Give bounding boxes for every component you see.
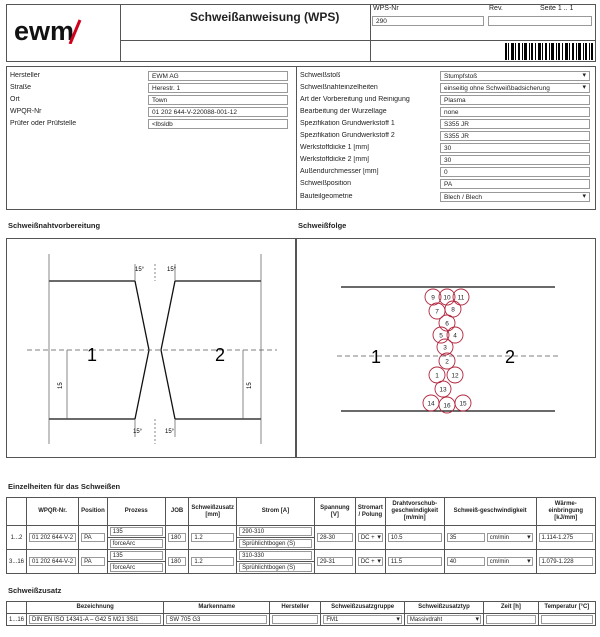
weld-position-label: Schweißposition (300, 180, 351, 187)
weld-bead-label: 1 (435, 372, 439, 380)
details-header-current: Strom [A] (237, 498, 315, 526)
row-weld-speed-field[interactable]: 35 (447, 533, 485, 542)
prep-drawing (7, 239, 295, 457)
row-polarity-select[interactable]: DC + ▾ (358, 557, 383, 566)
row-filler-field[interactable]: 1.2 (191, 557, 234, 566)
weld-position-field[interactable]: PA (440, 179, 590, 189)
consumable-header-time: Zeit [h] (484, 602, 539, 614)
details-header-wire-speed: Drahtvorschub-geschwindigkeit [m/min] (385, 498, 444, 526)
weld-bead-label: 11 (457, 294, 465, 302)
row-weld-speed (444, 526, 536, 550)
row-wire-speed (385, 550, 444, 574)
consumable-range: 1...16 (7, 614, 27, 626)
details-section-title: Einzelheiten für das Schweißen (8, 482, 121, 491)
row-voltage (314, 526, 355, 550)
row-position (79, 526, 108, 550)
manufacturer-label: Hersteller (10, 72, 40, 79)
row-wpqr (27, 526, 79, 550)
details-header-filler: Schweißzusatz [mm] (189, 498, 237, 526)
weld-bead-label: 10 (443, 294, 451, 302)
weld-bead-label: 14 (427, 400, 435, 408)
row-process-sub-field[interactable]: forceArc (110, 563, 163, 572)
consumable-section-title: Schweißzusatz (8, 586, 62, 595)
rev-field[interactable] (488, 16, 592, 26)
sequence-drawing-frame (296, 238, 596, 458)
city-label: Ort (10, 96, 20, 103)
thickness-2-label: Werkstoffdicke 2 [mm] (300, 156, 369, 163)
weld-bead-label: 9 (431, 294, 435, 302)
angle-top-right-label: 15° (167, 267, 177, 273)
thickness-1-label: Werkstoffdicke 1 [mm] (300, 144, 369, 151)
dim-right-label: 15 (247, 382, 253, 389)
details-header-row (7, 498, 596, 526)
consumable-brand (164, 614, 270, 626)
row-polarity-select[interactable]: DC + ▾ (358, 533, 383, 542)
consumable-header-range (7, 602, 27, 614)
weld-bead-label: 16 (443, 402, 451, 410)
angle-bottom-right-label: 15° (165, 429, 175, 435)
row-heat-field[interactable]: 1.114-1.275 (539, 533, 593, 542)
ewm-logo-icon (14, 18, 114, 44)
street-field[interactable]: Herestr. 1 (148, 83, 288, 93)
manufacturer-field[interactable]: EWM AG (148, 71, 288, 81)
details-header-wpqr: WPQR-Nr. (27, 498, 79, 526)
seq-plate-2-label: 2 (505, 347, 516, 367)
details-header-range (7, 498, 27, 526)
row-job-field[interactable]: 180 (168, 533, 187, 542)
row-current-sub (237, 562, 315, 574)
weld-bead-label: 3 (443, 344, 447, 352)
plate-2-label: 2 (215, 345, 226, 365)
consumable-group-select[interactable]: FM1 ▾ (323, 615, 401, 624)
outer-diameter-field[interactable]: 0 (440, 167, 590, 177)
row-polarity (355, 550, 385, 574)
consumable-time (484, 614, 539, 626)
row-wire-speed-field[interactable]: 10.5 (388, 533, 442, 542)
consumable-group (321, 614, 404, 626)
consumable-header-type: Schweißzusatztyp (404, 602, 483, 614)
row-voltage-field[interactable]: 28-30 (317, 533, 353, 542)
row-position-field[interactable]: PA (81, 533, 105, 542)
outer-diameter-label: Außendurchmesser [mm] (300, 168, 379, 175)
sequence-section-title: Schweißfolge (298, 221, 347, 230)
table-row (7, 614, 596, 626)
row-process-sub-field[interactable]: forceArc (110, 539, 163, 548)
consumable-temp-field[interactable] (541, 615, 593, 624)
row-wpqr-field[interactable]: 01 202 644-V-2 (29, 533, 76, 542)
row-current (237, 550, 315, 562)
weld-bead-label: 8 (451, 306, 455, 314)
rev-label: Rev. (489, 5, 503, 12)
info-divider (296, 66, 297, 210)
row-filler (189, 550, 237, 574)
base-material-1-field[interactable]: S355 JR (440, 119, 590, 129)
barcode-icon (505, 43, 593, 60)
sequence-drawing (297, 239, 595, 457)
row-wire-speed-field[interactable]: 11.5 (388, 557, 442, 566)
consumable-designation (27, 614, 164, 626)
row-job (165, 550, 189, 574)
weld-bead-label: 6 (445, 320, 449, 328)
row-voltage (314, 550, 355, 574)
row-current-sub-field[interactable]: Sprühlichtbogen (S) (239, 563, 312, 572)
consumable-table (6, 601, 596, 626)
weld-bead-label: 15 (459, 400, 467, 408)
page-label: Seite 1 .. 1 (540, 5, 574, 12)
consumable-header-row (7, 602, 596, 614)
geometry-select[interactable]: Blech / Blech ▾ (440, 192, 590, 202)
barcode (505, 43, 593, 60)
row-process-field[interactable]: 135 (110, 551, 163, 560)
street-label: Straße (10, 84, 32, 91)
prep-method-field[interactable]: Plasma (440, 95, 590, 105)
row-weld-speed-unit-select[interactable]: cm/min ▾ (487, 533, 533, 542)
consumable-manufacturer (270, 614, 321, 626)
row-process (107, 526, 165, 538)
row-current-sub-field[interactable]: Sprühlichtbogen (S) (239, 539, 312, 548)
prep-drawing-frame (6, 238, 296, 458)
row-heat-field[interactable]: 1.079-1.228 (539, 557, 593, 566)
table-row (7, 550, 596, 562)
row-current-field[interactable]: 290-310 (239, 527, 312, 536)
svg-text:ewm: ewm (14, 18, 75, 44)
wpqr-label: WPQR-Nr (10, 108, 42, 115)
prep-method-label: Art der Vorbereitung und Reinigung (300, 96, 410, 103)
row-position (79, 550, 108, 574)
row-range: 3...16 (7, 550, 27, 574)
row-heat (536, 550, 595, 574)
examiner-label: Prüfer oder Prüfstelle (10, 120, 77, 127)
base-material-2-field[interactable]: S355 JR (440, 131, 590, 141)
row-current-sub (237, 538, 315, 550)
row-weld-speed (444, 550, 536, 574)
weld-bead-label: 7 (435, 308, 439, 316)
header-row-divider (120, 40, 596, 41)
weld-bead-label: 13 (439, 386, 447, 394)
row-wpqr-field[interactable]: 01 202 644-V-2 (29, 557, 76, 566)
table-row (7, 526, 596, 538)
row-heat (536, 526, 595, 550)
row-process (107, 550, 165, 562)
wps-nr-field[interactable]: 290 (372, 16, 484, 26)
base-material-2-label: Spezifikation Grundwerkstoff 2 (300, 132, 395, 139)
details-header-polarity: Stromart / Polung (355, 498, 385, 526)
details-header-weld-speed: Schweiß-geschwindigkeit (444, 498, 536, 526)
angle-bottom-left-label: 15° (133, 429, 143, 435)
joint-type-select[interactable]: Stumpfstoß ▾ (440, 71, 590, 81)
row-position-field[interactable]: PA (81, 557, 105, 566)
header-mid-divider (370, 4, 371, 62)
row-process-sub (107, 538, 165, 550)
details-table (6, 497, 596, 574)
consumable-brand-field[interactable]: SW 705 G3 (166, 615, 267, 624)
details-header-job: JOB (165, 498, 189, 526)
row-weld-speed-unit-select[interactable]: cm/min ▾ (487, 557, 533, 566)
consumable-header-manufacturer: Hersteller (270, 602, 321, 614)
root-treatment-label: Bearbeitung der Wurzellage (300, 108, 387, 115)
consumable-designation-field[interactable]: DIN EN ISO 14341-A – G42 5 M21 3Si1 (29, 615, 161, 624)
city-field[interactable]: Town (148, 95, 288, 105)
consumable-header-brand: Markenname (164, 602, 270, 614)
details-header-position: Position (79, 498, 108, 526)
row-filler-field[interactable]: 1.2 (191, 533, 234, 542)
dim-left-label: 15 (58, 382, 64, 389)
consumable-type (404, 614, 483, 626)
row-voltage-field[interactable]: 29-31 (317, 557, 353, 566)
plate-1-label: 1 (87, 345, 98, 365)
consumable-header-group: Schweißzusatzgruppe (321, 602, 404, 614)
consumable-header-temp: Temperatur [°C] (538, 602, 595, 614)
details-header-process: Prozess (107, 498, 165, 526)
row-job (165, 526, 189, 550)
seam-details-select[interactable]: einseitig ohne Schweißbadsicherung ▾ (440, 83, 590, 93)
row-polarity (355, 526, 385, 550)
seq-plate-1-label: 1 (371, 347, 382, 367)
weld-bead-label: 5 (439, 332, 443, 340)
row-job-field[interactable]: 180 (168, 557, 187, 566)
details-header-voltage: Spannung [V] (314, 498, 355, 526)
consumable-type-select[interactable]: Massivdraht ▾ (407, 615, 481, 624)
row-wire-speed (385, 526, 444, 550)
angle-top-left-label: 15° (135, 267, 145, 273)
consumable-temp (538, 614, 595, 626)
company-logo (14, 18, 114, 44)
geometry-label: Bauteilgeometrie (300, 193, 353, 200)
row-weld-speed-field[interactable]: 40 (447, 557, 485, 566)
wps-nr-label: WPS-Nr (373, 5, 399, 12)
base-material-1-label: Spezifikation Grundwerkstoff 1 (300, 120, 395, 127)
seam-details-label: Schweißnahteinzelheiten (300, 84, 378, 91)
row-filler (189, 526, 237, 550)
row-range: 1...2 (7, 526, 27, 550)
joint-type-label: Schweißstoß (300, 72, 341, 79)
details-header-heat: Wärme-einbringung [kJ/mm] (536, 498, 595, 526)
consumable-manufacturer-field[interactable] (272, 615, 318, 624)
weld-bead-label: 4 (453, 332, 457, 340)
examiner-field[interactable]: <lbsldb (148, 119, 288, 129)
weld-bead-label: 12 (451, 372, 459, 380)
thickness-2-field[interactable]: 30 (440, 155, 590, 165)
consumable-time-field[interactable] (486, 615, 536, 624)
prep-section-title: Schweißnahtvorbereitung (8, 221, 101, 230)
thickness-1-field[interactable]: 30 (440, 143, 590, 153)
row-process-sub (107, 562, 165, 574)
wpqr-field[interactable]: 01 202 644-V-220088-001-12 (148, 107, 288, 117)
root-treatment-field[interactable]: none (440, 107, 590, 117)
row-process-field[interactable]: 135 (110, 527, 163, 536)
weld-bead-label: 2 (445, 358, 449, 366)
row-wpqr (27, 550, 79, 574)
consumable-header-designation: Bezeichnung (27, 602, 164, 614)
doc-title: Schweißanweisung (WPS) (190, 10, 340, 24)
row-current (237, 526, 315, 538)
header-logo-divider (120, 4, 121, 62)
row-current-field[interactable]: 310-330 (239, 551, 312, 560)
